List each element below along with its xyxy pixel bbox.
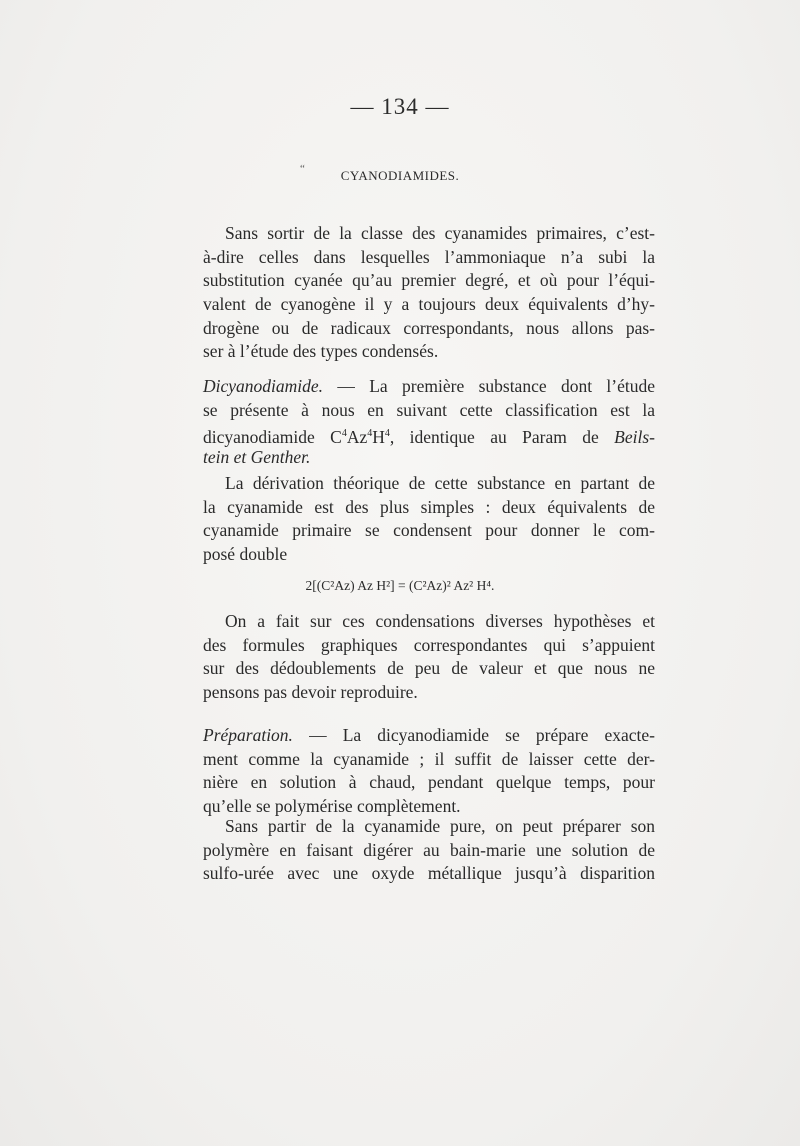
text-line: Sans partir de la cyanamide pure, on peut préparer son (225, 816, 655, 836)
text-line: ser à l’étude des types condensés. (203, 341, 439, 362)
superscript: 4 (384, 428, 390, 440)
text-line (203, 724, 655, 748)
text-run: H (372, 427, 385, 448)
text-line: valent de cyanogène il y a toujours deux équivalents d’hy- (203, 294, 655, 315)
superscript: 4 (341, 428, 347, 440)
text-line: sur des dédoublements de peu de valeur et que nous ne (203, 658, 655, 679)
paragraph-dicyanodiamide (203, 375, 655, 470)
chemical-equation: 2[(C²Az) Az H²] = (C²Az)² Az² H⁴. (305, 578, 495, 593)
text-run: dicyanodiamide C (203, 427, 342, 448)
text-line: à-dire celles dans lesquelles l’ammoniaque n’a subi la (203, 246, 655, 267)
text-line (203, 375, 655, 399)
text-run: — La dicyanodiamide se prépare exacte- (292, 725, 655, 745)
text-line-formula (203, 422, 655, 446)
paragraph-derivation (203, 472, 655, 567)
text-line: pensons pas devoir reproduire. (203, 682, 418, 703)
text-line: Sans sortir de la classe des cyanamides primaires, c’est- (225, 223, 655, 243)
running-head-title: CYANODIAMIDES. (340, 168, 460, 183)
text-line: polymère en faisant digérer au bain-marie une solution de (203, 839, 655, 860)
text-run: Az (346, 427, 368, 448)
text-line: des formules graphiques correspondantes qui s’appuient (203, 634, 655, 655)
text-line: cyanamide primaire se condensent pour donner le com- (203, 520, 655, 541)
text-run: — La première substance dont l’étude (323, 376, 655, 396)
paragraph-preparation (203, 724, 655, 819)
author-name: Beils- (614, 427, 655, 448)
paragraph-hypotheses (203, 610, 655, 705)
author-names: tein et Genther. (203, 447, 311, 468)
page-number: — 134 — (350, 94, 450, 119)
text-line: ment comme la cyanamide ; il suffit de laisser cette der- (203, 748, 655, 769)
text-line: qu’elle se polymérise complètement. (203, 796, 461, 817)
section-heading-preparation: Préparation. (203, 725, 293, 745)
text-line: sulfo-urée avec une oxyde métallique jusqu’à disparition (203, 863, 655, 884)
text-line: posé double (203, 544, 288, 565)
superscript: 4 (367, 428, 373, 440)
text-run: , identique au Param de (389, 427, 615, 448)
text-line: La dérivation théorique de cette substance en partant de (225, 473, 655, 493)
paragraph-intro (203, 222, 655, 364)
text-line: se présente à nous en suivant cette classification est la (203, 399, 655, 420)
section-heading-dicyanodiamide: Dicyanodiamide. (203, 376, 324, 396)
text-line: la cyanamide est des plus simples : deux équivalents de (203, 496, 655, 517)
text-line: drogène ou de radicaux correspondants, nous allons pas- (203, 317, 655, 338)
text-line: substitution cyanée qu’au premier degré, et où pour l’équi- (203, 270, 655, 291)
paragraph-polymer (203, 815, 655, 886)
text-line: On a fait sur ces condensations diverses hypothèses et (225, 611, 655, 631)
running-head (0, 163, 800, 184)
text-line: nière en solution à chaud, pendant quelque temps, pour (203, 772, 655, 793)
ornament-mark: “ (300, 163, 306, 175)
